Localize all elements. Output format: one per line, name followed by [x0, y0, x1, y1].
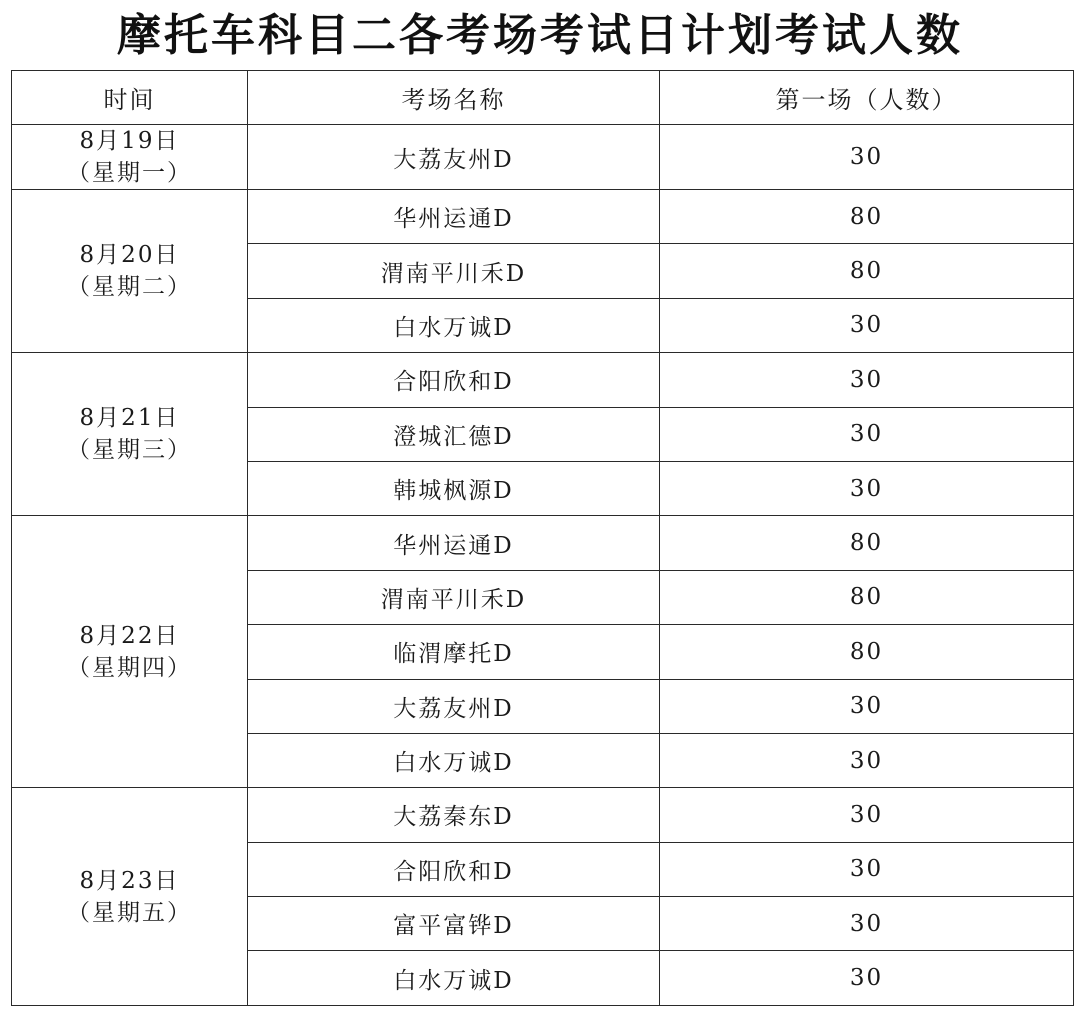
weekday-label: （星期四）: [67, 654, 192, 681]
table-row: [12, 353, 1074, 407]
document-title: 摩托车科目二各考场考试日计划考试人数: [117, 10, 963, 61]
venue-cell: 白水万诚D: [248, 733, 660, 787]
weekday-label: （星期一）: [67, 160, 192, 186]
weekday-label: （星期三）: [67, 437, 192, 464]
exam-schedule-table: [11, 70, 1074, 1006]
table-row: [12, 788, 1074, 842]
count-cell: 30: [660, 461, 1074, 515]
venue-cell: 渭南平川禾D: [248, 244, 660, 298]
count-cell: 30: [660, 353, 1074, 407]
table-header-row: [12, 71, 1074, 125]
date-cell: [12, 125, 248, 190]
venue-cell: 渭南平川禾D: [248, 570, 660, 624]
date-cell: [12, 353, 248, 516]
date-label: 8月21日: [79, 405, 180, 432]
table-row: [12, 125, 1074, 190]
count-cell: 30: [660, 788, 1074, 842]
venue-cell: 白水万诚D: [248, 298, 660, 352]
venue-cell: 富平富铧D: [248, 897, 660, 951]
count-cell: 30: [660, 298, 1074, 352]
header-time: 时间: [12, 71, 248, 125]
date-label: 8月19日: [79, 128, 180, 154]
count-cell: 30: [660, 407, 1074, 461]
count-cell: 30: [660, 125, 1074, 190]
venue-cell: 大荔友州D: [248, 679, 660, 733]
header-count: 第一场（人数）: [660, 71, 1074, 125]
count-cell: 30: [660, 679, 1074, 733]
date-label: 8月20日: [79, 242, 180, 269]
venue-cell: 临渭摩托D: [248, 625, 660, 679]
count-cell: 80: [660, 244, 1074, 298]
venue-cell: 澄城汇德D: [248, 407, 660, 461]
venue-cell: 华州运通D: [248, 516, 660, 570]
weekday-label: （星期二）: [67, 274, 192, 301]
venue-cell: 合阳欣和D: [248, 842, 660, 896]
count-cell: 30: [660, 897, 1074, 951]
venue-cell: 合阳欣和D: [248, 353, 660, 407]
count-cell: 80: [660, 516, 1074, 570]
venue-cell: 韩城枫源D: [248, 461, 660, 515]
venue-cell: 大荔友州D: [248, 125, 660, 190]
venue-cell: 白水万诚D: [248, 951, 660, 1005]
date-cell: [12, 788, 248, 1006]
table-row: [12, 516, 1074, 570]
count-cell: 30: [660, 951, 1074, 1005]
weekday-label: （星期五）: [67, 899, 192, 926]
date-cell: [12, 516, 248, 788]
venue-cell: 大荔秦东D: [248, 788, 660, 842]
table-row: [12, 190, 1074, 244]
header-venue: 考场名称: [248, 71, 660, 125]
count-cell: 30: [660, 733, 1074, 787]
count-cell: 30: [660, 842, 1074, 896]
count-cell: 80: [660, 570, 1074, 624]
venue-cell: 华州运通D: [248, 190, 660, 244]
date-label: 8月23日: [79, 867, 180, 894]
date-label: 8月22日: [79, 622, 180, 649]
count-cell: 80: [660, 625, 1074, 679]
date-cell: [12, 190, 248, 353]
count-cell: 80: [660, 190, 1074, 244]
